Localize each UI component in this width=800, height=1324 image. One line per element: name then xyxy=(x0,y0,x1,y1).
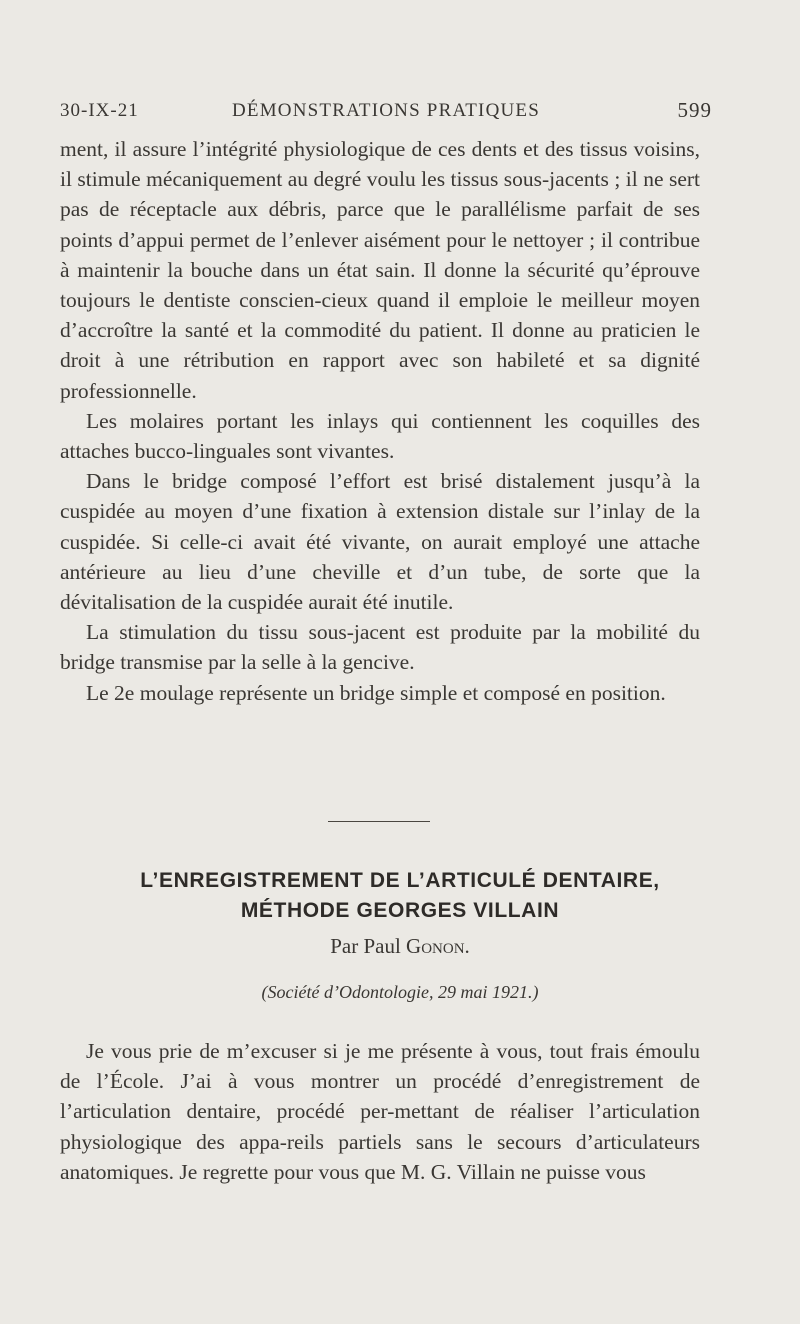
article-title-line: MÉTHODE GEORGES VILLAIN xyxy=(240,899,560,922)
article-title xyxy=(50,866,750,926)
paragraph: ment, il assure l’intégrité physiologique de ces dents et des tissus voisins, il stimule mécaniquement au degré voulu les tissus sous-jacents ; il ne sert pas de réceptacle aux débris, parce que le parallélisme parfait de ses points d’appui permet de l’enlever aisément pour le nettoyer ; il contribue à maintenir la bouche dans un état sain. Il donne la sécurité qu’éprouve toujours le dentiste conscien-cieux quand il emploie le meilleur moyen d’accroître la santé et la commodité du patient. Il donne au praticien le droit à une rétribution en rapport avec son habileté et sa dignité professionnelle. xyxy=(60,137,700,403)
paragraph: Le 2e moulage représente un bridge simple et composé en position. xyxy=(86,680,666,705)
running-header xyxy=(60,96,712,126)
source-citation: (Société d’Odontologie, 29 mai 1921.) xyxy=(261,982,539,1002)
article-body xyxy=(60,1036,700,1187)
header-title: DÉMONSTRATIONS PRATIQUES xyxy=(231,100,541,121)
article-title-line: L’ENREGISTREMENT DE L’ARTICULÉ DENTAIRE, xyxy=(140,869,660,892)
page-number: 599 xyxy=(677,98,712,122)
paragraph: Les molaires portant les inlays qui contiennent les coquilles des attaches bucco-linguales sont vivantes. xyxy=(60,408,700,464)
paragraph: Dans le bridge composé l’effort est brisé distalement jusqu’à la cuspidée au moyen d’une fixation à extension distale sur l’inlay de la cuspidée. Si celle-ci avait été vivante, on aurait employé une attache antérieure au lieu d’une cheville et d’un tube, de sorte que la dévitalisation de la cuspidée aurait été inutile. xyxy=(60,469,700,615)
paragraph: Je vous prie de m’excuser si je me présente à vous, tout frais émoulu de l’École. J’ai à vous montrer un procédé d’enregistrement de l’articulation dentaire, procédé per-mettant de réaliser l’articulation physiologique des appa-reils partiels sans le secours d’articulateurs anatomiques. Je regrette pour vous que M. G. Villain ne puisse vous xyxy=(60,1039,700,1184)
section-divider xyxy=(328,821,430,822)
header-date: 30-IX-21 xyxy=(60,100,139,121)
paragraph: La stimulation du tissu sous-jacent est produite par la mobilité du bridge transmise par la selle à la gencive. xyxy=(60,620,700,675)
author-name: Gonon. xyxy=(406,934,470,958)
author-byline xyxy=(0,934,800,959)
byline-prefix: Par Paul xyxy=(330,934,407,958)
continued-text xyxy=(60,134,700,708)
